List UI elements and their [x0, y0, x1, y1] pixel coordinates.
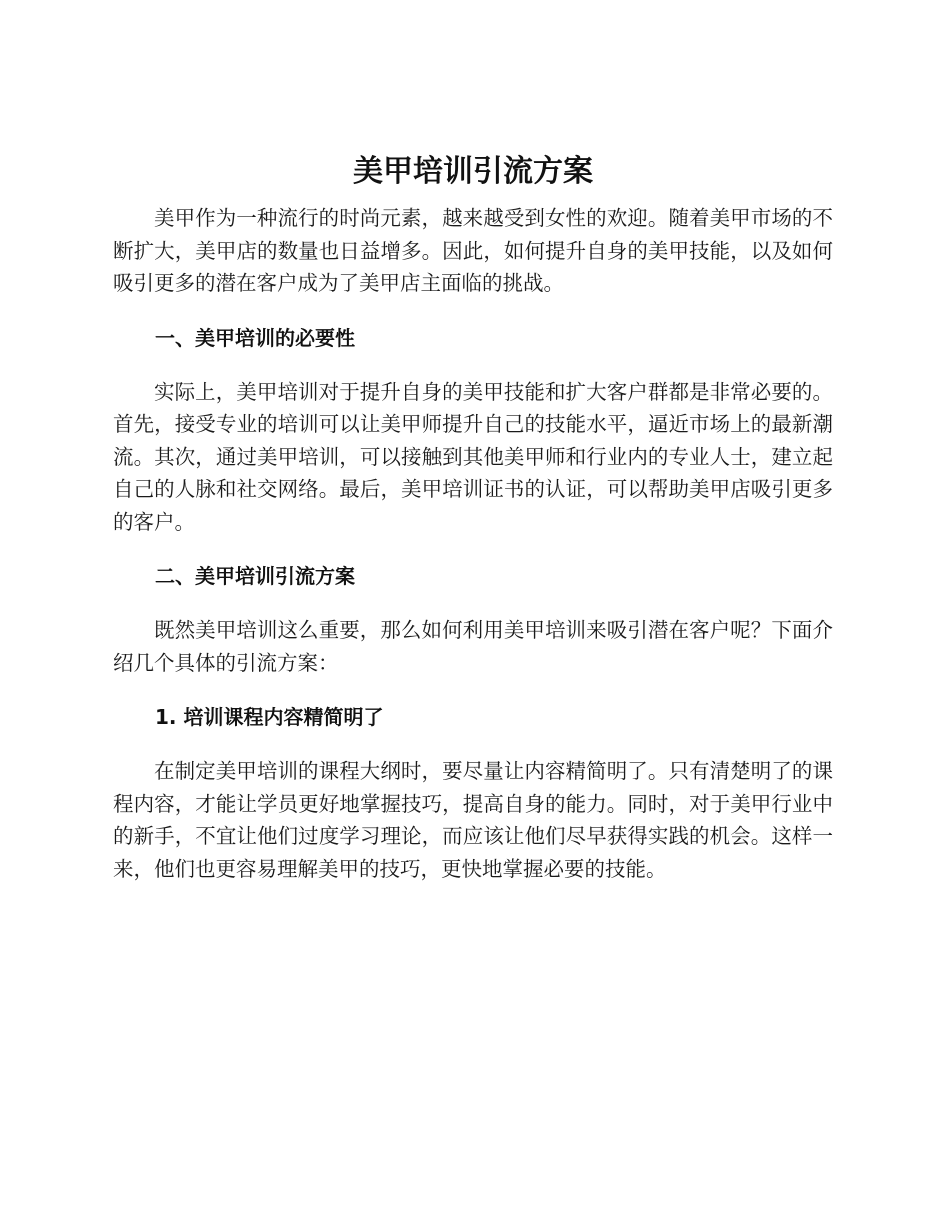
document-title: 美甲培训引流方案 — [353, 154, 593, 189]
intro-paragraph: 美甲作为一种流行的时尚元素，越来越受到女性的欢迎。随着美甲市场的不断扩大，美甲店的数量也日益增多。因此，如何提升自身的美甲技能，以及如何吸引更多的潜在客户成为了美甲店主面临的挑战。 — [113, 206, 833, 295]
section-traffic-plan-paragraph: 既然美甲培训这么重要，那么如何利用美甲培训来吸引潜在客户呢？下面介绍几个具体的引流方案： — [113, 618, 833, 675]
subsection-course-content-paragraph: 在制定美甲培训的课程大纲时，要尽量让内容精简明了。只有清楚明了的课程内容，才能让学员更好地掌握技巧，提高自身的能力。同时，对于美甲行业中的新手，不宜让他们过度学习理论，而应该让他们尽早获得实践的机会。这样一来，他们也更容易理解美甲的技巧，更快地掌握必要的技能。 — [113, 759, 833, 881]
section-necessity-paragraph: 实际上，美甲培训对于提升自身的美甲技能和扩大客户群都是非常必要的。首先，接受专业的培训可以让美甲师提升自己的技能水平，逼近市场上的最新潮流。其次，通过美甲培训，可以接触到其他美甲师和行业内的专业人士，建立起自己的人脉和社交网络。最后，美甲培训证书的认证，可以帮助美甲店吸引更多的客户。 — [113, 379, 833, 534]
subsection-heading-course-content: 1. 培训课程内容精简明了 — [155, 705, 384, 729]
section-heading-traffic-plan: 二、美甲培训引流方案 — [155, 564, 355, 588]
section-heading-necessity: 一、美甲培训的必要性 — [155, 325, 355, 350]
document-page — [113, 148, 833, 885]
